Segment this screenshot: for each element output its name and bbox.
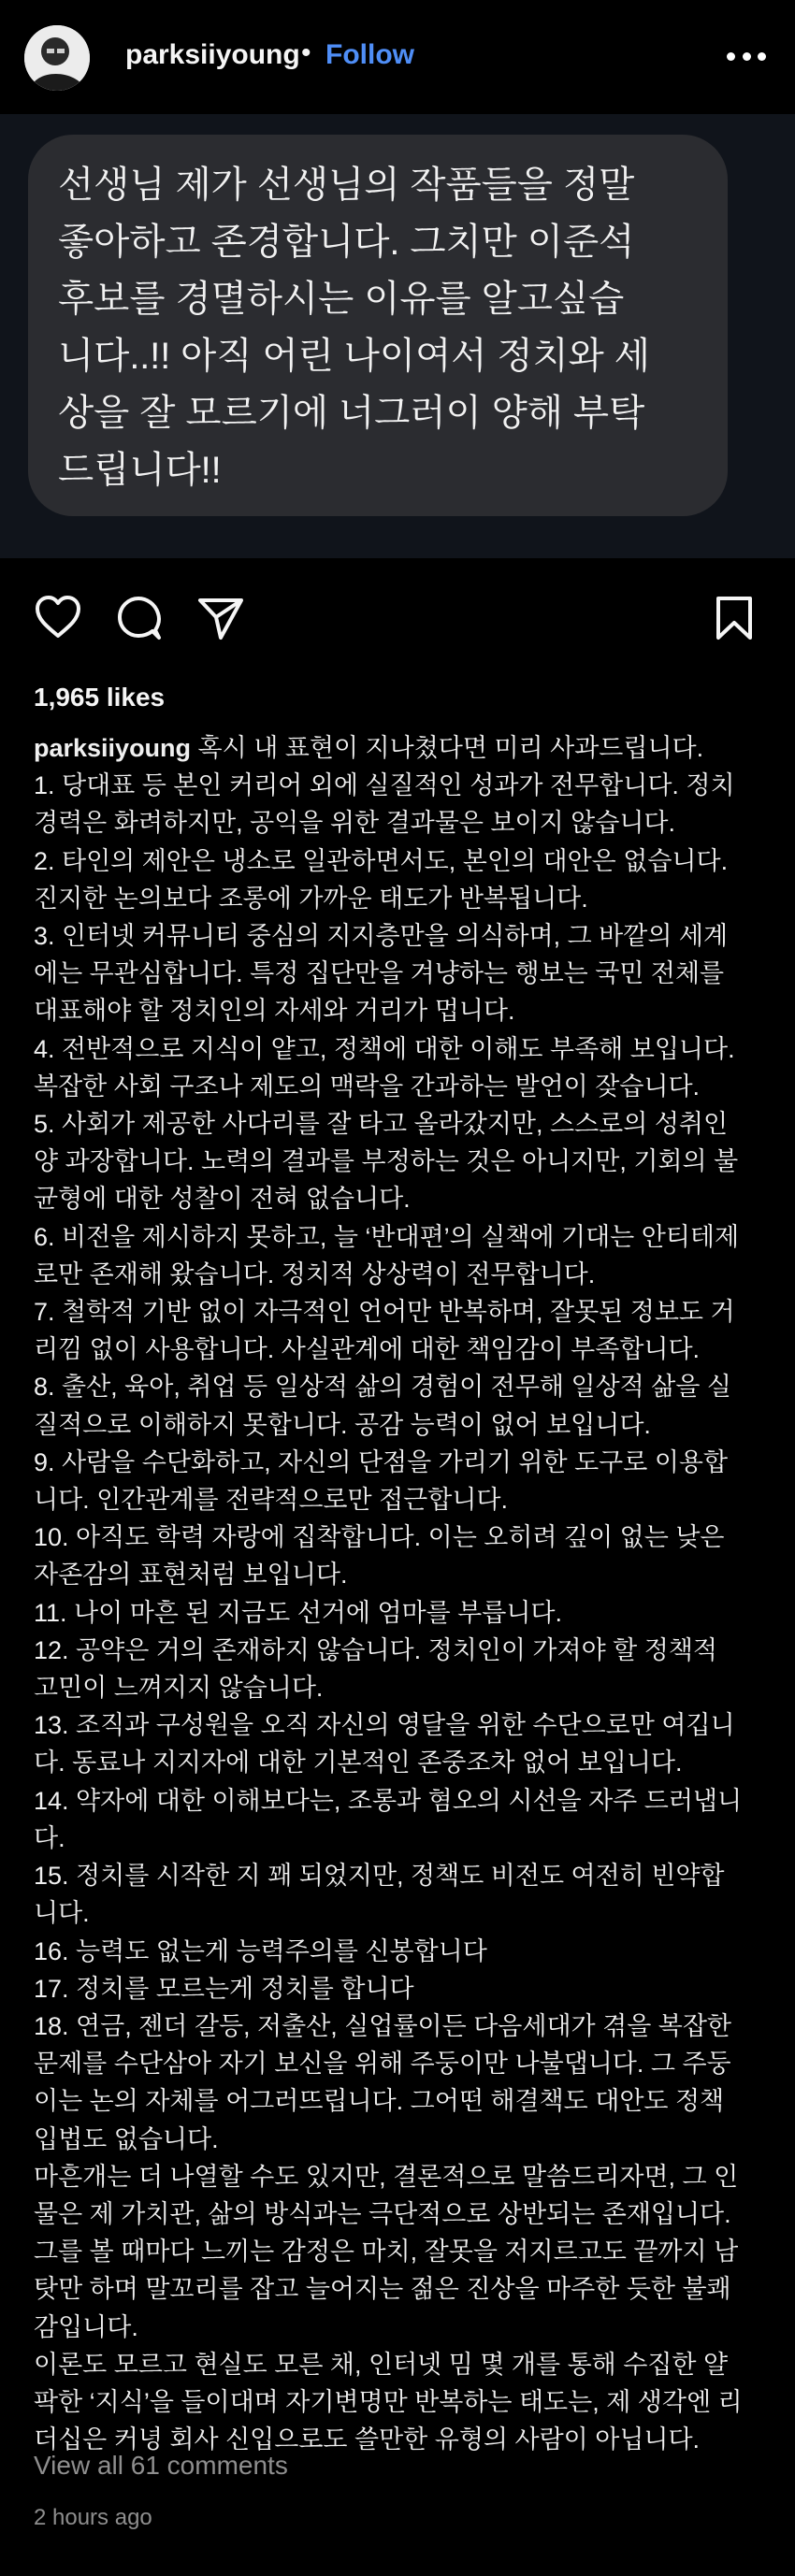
follow-button[interactable]: Follow [325,39,414,70]
post-timestamp: 2 hours ago [34,2505,152,2530]
more-dot [758,52,766,61]
bookmark-icon[interactable] [715,595,754,641]
heart-icon[interactable] [34,595,82,640]
more-dot [727,52,735,61]
like-count[interactable]: 1,965 likes [34,683,166,712]
message-bubble-text: 선생님 제가 선생님의 작품들을 정말 좋아하고 존경합니다. 그치만 이준석 후보를 경멸하시는 이유를 알고싶습 니다..!! 아직 어린 나이여서 정치와 세 상을 잘 모르기에 너그러이 양해 부탁 드립니다!! [58,165,650,491]
separator-dot: • [301,37,311,68]
action-bar [0,589,795,645]
comment-icon[interactable] [116,595,163,641]
post-image[interactable] [0,114,795,558]
send-icon[interactable] [196,595,245,641]
post-caption [34,729,773,2458]
caption-text: 혹시 내 표현이 지나쳤다면 미리 사과드립니다. 1. 당대표 등 본인 커리어 외에 실질적인 성과가 전무합니다. 정치 경력은 화려하지만, 공익을 위한 결과물은 보이지 않습니다. 2. 타인의 제안은 냉소로 일관하면서도, 본인의 대안은 없습니다. 진지한 논의보다 조롱에 가까운 태도가 반복됩니다. 3. 인터넷 커뮤니티 중심의 지지층만을 의식하며, 그 바깥의 세계 에는 무관심합니다. 특정 집단만을 겨냥하는 행보는 국민 전체를 대표해야 할 정치인의 자세와 거리가 멉니다. 4. 전반적으로 지식이 얕고, 정책에 대한 이해도 부족해 보입니다. 복잡한 사회 구조나 제도의 맥락을 간과하는 발언이 잦습니다. 5. 사회가 제공한 사다리를 잘 타고 올라갔지만, 스스로의 성취인 양 과장합니다. 노력의 결과를 부정하는 것은 아니지만, 기회의 불 균형에 대한 성찰이 전혀 없습니다. 6. 비전을 제시하지 못하고, 늘 ‘반대편’의 실책에 기대는 안티테제 로만 존재해 왔습니다. 정치적 상상력이 전무합니다. 7. 철학적 기반 없이 자극적인 언어만 반복하며, 잘못된 정보도 거 리낌 없이 사용합니다. 사실관계에 대한 책임감이 부족합니다. 8. 출산, 육아, 취업 등 일상적 삶의 경험이 전무해 일상적 삶을 실 질적으로 이해하지 못합니다. 공감 능력이 없어 보입니다. 9. 사람을 수단화하고, 자신의 단점을 가리기 위한 도구로 이용합 니다. 인간관계를 전략적으로만 접근합니다. 10. 아직도 학력 자랑에 집착합니다. 이는 오히려 깊이 없는 낮은 자존감의 표현처럼 보입니다. 11. 나이 마흔 된 지금도 선거에 엄마를 부릅니다. 12. 공약은 거의 존재하지 않습니다. 정치인이 가져야 할 정책적 고민이 느껴지지 않습니다. 13. 조직과 구성원을 오직 자신의 영달을 위한 수단으로만 여깁니 다. 동료나 지지자에 대한 기본적인 존중조차 없어 보입니다. 14. 약자에 대한 이해보다는, 조롱과 혐오의 시선을 자주 드러냅니 다. 15. 정치를 시작한 지 꽤 되었지만, 정책도 비전도 여전히 빈약합 니다. 16. 능력도 없는게 능력주의를 신봉합니다 17. 정치를 모르는게 정치를 합니다 18. 연금, 젠더 갈등, 저출산, 실업률이든 다음세대가 겪을 복잡한 문제를 수단삼아 자기 보신을 위해 주둥이만 나불댑니다. 그 주둥 이는 논의 자체를 어그러뜨립니다. 그어떤 해결책도 대안도 정책 입법도 없습니다. 마흔개는 더 나열할 수도 있지만, 결론적으로 말씀드리자면, 그 인 물은 제 가치관, 삶의 방식과는 극단적으로 상반되는 존재입니다. 그를 볼 때마다 느끼는 감정은 마치, 잘못을 저지르고도 끝까지 남 탓만 하며 말꼬리를 잡고 늘어지는 젊은 진상을 마주한 듯한 불쾌 감입니다. 이론도 모르고 현실도 모른 채, 인터넷 밈 몇 개를 통해 수집한 얄 팍한 ‘지식’을 들이대며 자기변명만 반복하는 태도는, 제 생각엔 리 더십은 커녕 회사 신입으로도 쓸만한 유형의 사람이 아닙니다. [34,734,743,2454]
more-dot [743,52,751,61]
username[interactable]: parksiiyoung [125,39,300,70]
avatar[interactable] [24,25,90,91]
profile-photo-icon [24,25,90,91]
post-header [0,0,795,114]
more-horizontal-icon[interactable] [727,52,766,62]
message-bubble [28,135,728,516]
view-comments-link[interactable]: View all 61 comments [34,2451,288,2480]
caption-username[interactable]: parksiiyoung [34,734,192,762]
